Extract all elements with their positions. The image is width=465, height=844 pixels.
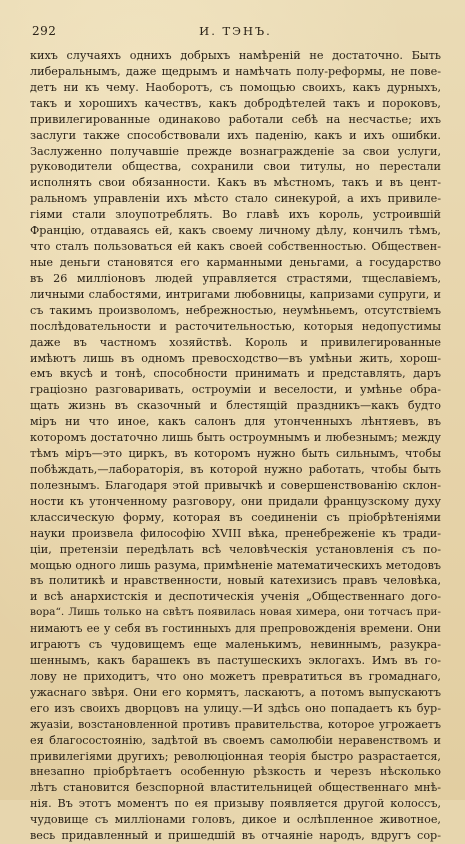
text-line: въ политикѣ и нравственности, новый катехизисъ правъ человѣка, [30, 574, 441, 588]
text-line: даже въ частномъ хозяйствѣ. Король и привилегированные [30, 335, 441, 349]
text-line: ея благосостоянію, задѣтой въ своемъ самолюбіи неравенствомъ и [30, 733, 441, 747]
text-line: лѣтъ становится безспорной властительницей общественнаго мнѣ- [30, 781, 441, 795]
text-line: ральномъ управленіи ихъ мѣсто стало синекурой, а ихъ привиле- [30, 192, 441, 206]
text-line: привилегіями другихъ; революціонная теорія быстро разрастается, [30, 749, 441, 763]
text-line: Заслуженно получавшіе прежде вознагражденіе за свои услуги, [30, 144, 441, 158]
text-line: весь придавленный и пришедшій въ отчаяніе народъ, вдругъ сор- [30, 829, 441, 843]
text-line: Францію, отдаваясь ей, какъ своему личному дѣлу, кончилъ тѣмъ, [30, 224, 441, 238]
text-line: чудовище съ милліонами головъ, дикое и ослѣпленное животное, [30, 813, 441, 827]
page-header [30, 20, 441, 42]
text-line: гіями стали злоупотреблять. Во главѣ ихъ король, устроившій [30, 208, 441, 222]
text-line: шеннымъ, какъ барашекъ въ пастушескихъ эклогахъ. Имъ въ го- [30, 654, 441, 668]
text-line: жуазіи, возстановленной противъ правительства, которое угрожаетъ [30, 717, 441, 731]
text-line: емъ вкусѣ и тонѣ, способности принимать и представлять, даръ [30, 367, 441, 381]
text-line: играютъ съ чудовищемъ еще маленькимъ, невиннымъ, разукра- [30, 638, 441, 652]
text-line: вора“. Лишь только на свѣтъ появилась новая химера, они тотчасъ при- [30, 606, 441, 619]
text-line: имѣютъ лишь въ одномъ превосходство—въ умѣньи жить, хорош- [30, 351, 441, 365]
text-line: ужаснаго звѣря. Они его кормятъ, ласкаютъ, а потомъ выпускаютъ [30, 685, 441, 699]
text-line: нимаютъ ее у себя въ гостинныхъ для препровожденія времени. Они [30, 622, 441, 636]
text-line: которомъ достаточно лишь быть остроумнымъ и любезнымъ; между [30, 431, 441, 445]
text-line: и всѣ анархистскія и деспотическія ученія „Общественнаго дого- [30, 590, 441, 604]
text-line: науки произвела философію XVIII вѣка, пренебреженіе къ тради- [30, 526, 441, 540]
text-line: нія. Въ этотъ моментъ по ея призыву появляется другой колоссъ, [30, 797, 441, 811]
text-line: послѣдовательности и расточительностью, которыя недопустимы [30, 319, 441, 333]
body-text [30, 48, 441, 844]
text-line: побѣждать,—лабораторія, въ которой нужно работать, чтобы быть [30, 462, 441, 476]
text-line: такъ и хорошихъ качествъ, какъ добродѣтелей такъ и пороковъ, [30, 96, 441, 110]
text-line: внезапно пріобрѣтаетъ особенную рѣзкость и черезъ нѣсколько [30, 765, 441, 779]
running-title: И. ТЭНЪ. [199, 24, 272, 38]
text-line: съ такимъ произволомъ, небрежностью, неумѣньемъ, отсутствіемъ [30, 303, 441, 317]
text-line: ные деньги становятся его карманными деньгами, а государство [30, 255, 441, 269]
text-line: ціи, претензіи передѣлать всѣ человѣческія установленія съ по- [30, 542, 441, 556]
text-line: тѣмъ міръ—это циркъ, въ которомъ нужно быть сильнымъ, чтобы [30, 447, 441, 461]
text-line: щать жизнь въ сказочный и блестящій праздникъ—какъ будто [30, 399, 441, 413]
text-line: привилегированные одинаково работали себѣ на несчастье; ихъ [30, 112, 441, 126]
text-line: кихъ случаяхъ однихъ добрыхъ намѣреній не достаточно. Быть [30, 49, 441, 62]
text-line: мощью одного лишь разума, примѣненіе математическихъ методовъ [30, 558, 441, 572]
text-line: граціозно разговаривать, остроуміи и веселости, и умѣнье обра- [30, 383, 441, 397]
text-line: личными слабостями, интригами любовницы, капризами супруги, и [30, 287, 441, 301]
text-line: заслуги также способствовали ихъ паденію, какъ и ихъ ошибки. [30, 128, 441, 142]
text-line: его изъ своихъ дворцовъ на улицу.—И здѣсь оно попадаетъ къ бур- [30, 701, 441, 715]
text-line: либеральнымъ, даже щедрымъ и намѣчать полу-реформы, не пове- [30, 64, 441, 78]
text-line: исполнять свои обязанности. Какъ въ мѣстномъ, такъ и въ цент- [30, 176, 441, 190]
text-line: полезнымъ. Благодаря этой привычкѣ и совершенствованію склон- [30, 478, 441, 492]
text-line: классическую форму, которая въ соединеніи съ пріобрѣтеніями [30, 510, 441, 524]
text-line: руководители общества, сохранили свои титулы, но перестали [30, 160, 441, 174]
text-line: міръ ни что иное, какъ салонъ для утонченныхъ лѣнтяевъ, въ [30, 415, 441, 429]
text-line: детъ ни къ чему. Наоборотъ, съ помощью своихъ, какъ дурныхъ, [30, 80, 441, 94]
text-line: что сталъ пользоваться ей какъ своей собственностью. Обществен- [30, 240, 441, 254]
text-line: въ 26 милліоновъ людей управляется страстями, тщеславіемъ, [30, 271, 441, 285]
page-number: 292 [32, 24, 57, 38]
text-line: ности къ утонченному разговору, они придали французскому духу [30, 494, 441, 508]
text-line: лову не приходитъ, что оно можетъ превратиться въ громаднаго, [30, 669, 441, 683]
